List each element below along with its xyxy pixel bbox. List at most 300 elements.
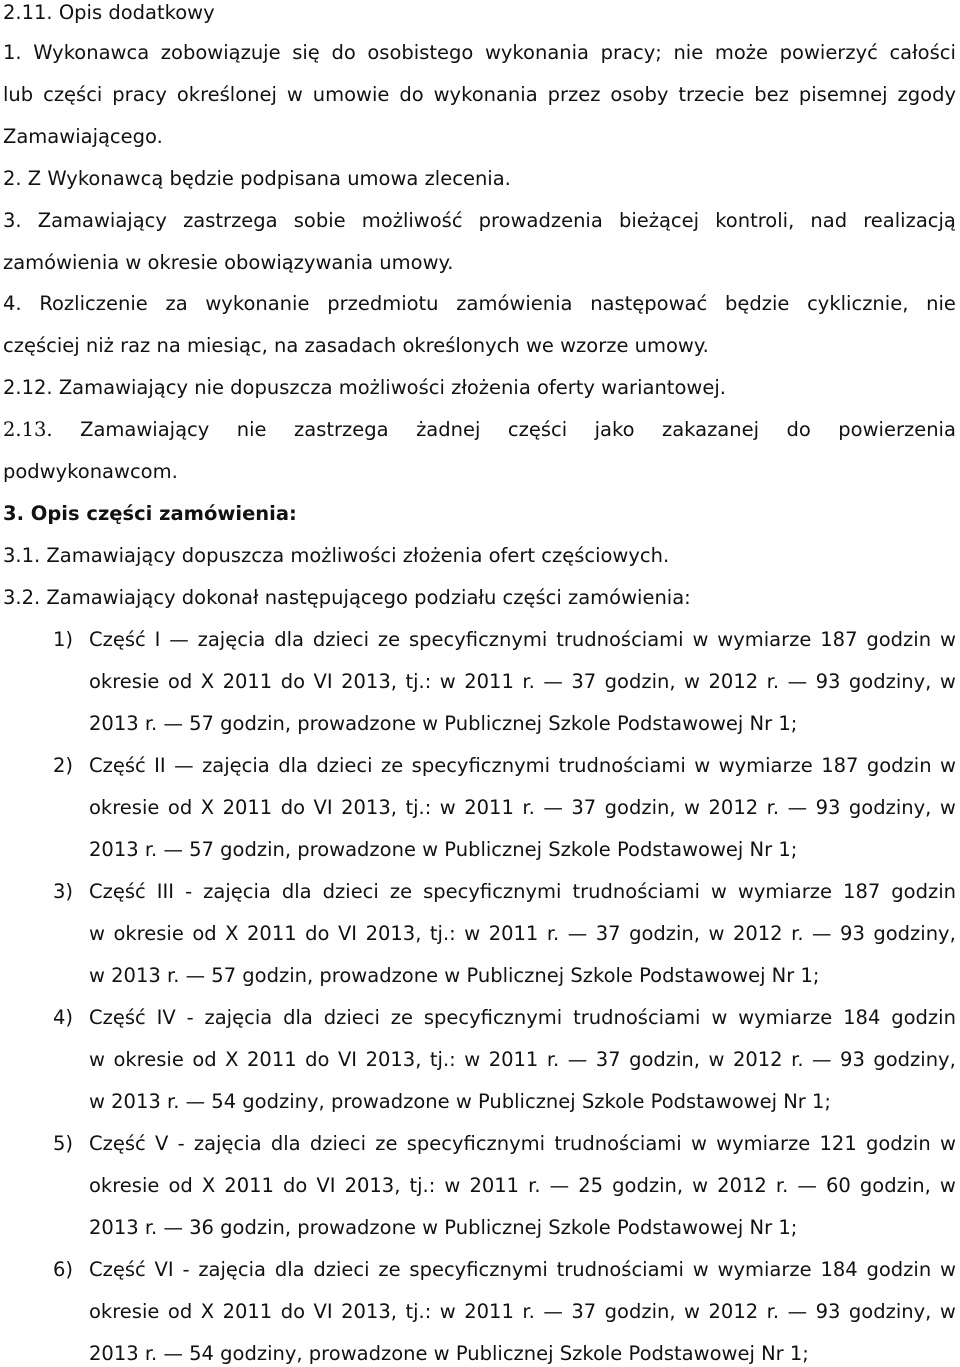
word: r. (766, 670, 780, 693)
word: godzin, (604, 796, 676, 819)
word: Część (89, 880, 146, 903)
word: 37 (571, 1300, 597, 1323)
word: okresie (113, 1048, 184, 1071)
word: części (507, 418, 568, 441)
word: od (192, 922, 217, 945)
word: w (939, 796, 956, 819)
word: może (714, 41, 769, 64)
word: dzieci (309, 1132, 366, 1155)
word: X (200, 796, 215, 819)
word: trudnościami (554, 1132, 682, 1155)
section-2-11-heading: 2.11. Opis dodatkowy (3, 1, 215, 24)
word: 1. (3, 41, 22, 64)
word: za (165, 292, 188, 315)
word: r. (791, 1048, 804, 1071)
word: w (690, 1132, 707, 1155)
word: 2011 (247, 922, 297, 945)
word: r. (546, 1048, 560, 1071)
word: ze (377, 628, 401, 651)
word: trudnościami (558, 754, 686, 777)
section-2-13-number: 2.13. (3, 418, 53, 441)
word: osobistego (367, 41, 474, 64)
word: tj.: (409, 1174, 436, 1197)
word: X (200, 670, 215, 693)
part-line-3: 2013 r. — 54 godziny, prowadzone w Publicznej Szkole Podstawowej Nr 1; (89, 1342, 809, 1365)
word: od (167, 796, 193, 819)
word: do (305, 922, 330, 945)
word: godzin (866, 1132, 931, 1155)
word: r. (522, 670, 535, 693)
word: — (812, 922, 832, 945)
word: 2012 (708, 670, 759, 693)
part-number: 4) (52, 1006, 73, 1029)
section-3-heading: 3. Opis części zamówienia: (3, 502, 297, 525)
word: — (567, 922, 588, 945)
word: - (182, 1258, 190, 1281)
word: godziny, (873, 1048, 956, 1071)
word: 187 (821, 754, 859, 777)
word: dzieci (316, 754, 373, 777)
word: pracy; (600, 41, 662, 64)
word: godzin, (859, 1174, 931, 1197)
word: w (89, 922, 105, 945)
word: dla (283, 1006, 313, 1029)
word: w (692, 1174, 709, 1197)
word: I (154, 628, 161, 651)
part-number: 5) (52, 1132, 73, 1155)
word: godzin, (604, 1300, 676, 1323)
paragraph-4-line-2: częściej niż raz na miesiąc, na zasadach określonych we wzorze umowy. (3, 334, 709, 357)
word: do (305, 1048, 330, 1071)
word: dzieci (322, 880, 379, 903)
word: w (940, 754, 956, 777)
word: 2012 (732, 1048, 783, 1071)
word: w (692, 1258, 709, 1281)
word: 2011 (464, 1300, 514, 1323)
word: określonej (176, 83, 277, 106)
word: godziny, (873, 922, 956, 945)
word: osoby (610, 83, 669, 106)
word: w (939, 1174, 956, 1197)
word: Rozliczenie (39, 292, 148, 315)
word: — (543, 1300, 563, 1323)
word: r. (546, 922, 560, 945)
word: nad (810, 209, 848, 232)
word: VI (313, 670, 333, 693)
word: Część (89, 628, 146, 651)
word: w (708, 1048, 725, 1071)
word: godzin (891, 880, 956, 903)
word: VI (313, 796, 333, 819)
word: lub (3, 83, 34, 106)
word: tj.: (405, 796, 432, 819)
word: X (201, 1174, 216, 1197)
word: 2013, (365, 922, 422, 945)
word: do (280, 796, 306, 819)
word: w (711, 1006, 728, 1029)
word: tj.: (405, 1300, 432, 1323)
part-line-3: w 2013 r. — 57 godzin, prowadzone w Publicznej Szkole Podstawowej Nr 1; (89, 964, 820, 987)
word: 2011 (464, 670, 514, 693)
part-number: 3) (52, 880, 73, 903)
part-line-3: 2013 r. — 57 godzin, prowadzone w Publicznej Szkole Podstawowej Nr 1; (89, 838, 798, 861)
word: w (684, 796, 700, 819)
word: godzin (866, 754, 932, 777)
word: — (797, 1174, 817, 1197)
part-line-1 (89, 879, 956, 905)
word: Wykonawca (33, 41, 150, 64)
word: przedmiotu (327, 292, 439, 315)
word: 2011 (488, 922, 539, 945)
word: specyficznymi (408, 628, 548, 651)
word: VI (154, 1258, 174, 1281)
word: realizacją (863, 209, 956, 232)
word: 184 (843, 1006, 881, 1029)
word: 184 (820, 1258, 858, 1281)
word: trudnościami (556, 628, 684, 651)
word: r. (766, 796, 780, 819)
word: Zamawiający (37, 209, 167, 232)
word: cyklicznie, (807, 292, 909, 315)
word: zakazanej (661, 418, 760, 441)
word: w (464, 1048, 481, 1071)
word: do (786, 418, 811, 441)
word: IV (156, 1006, 176, 1029)
paragraph-3-line-1 (3, 208, 956, 234)
word: Część (89, 1006, 146, 1029)
word: w (939, 628, 956, 651)
word: do (331, 41, 356, 64)
part-line-2 (89, 1299, 956, 1325)
word: 93 (815, 670, 841, 693)
word: części (43, 83, 103, 106)
word: VI (337, 922, 358, 945)
word: w (684, 1300, 700, 1323)
word: zajęcia (203, 880, 271, 903)
word: — (543, 670, 563, 693)
word: 4. (3, 292, 22, 315)
part-number: 1) (52, 628, 73, 651)
word: dla (281, 880, 312, 903)
word: trudnościami (556, 1258, 684, 1281)
word: 2011 (464, 796, 514, 819)
word: w (692, 628, 709, 651)
part-line-1 (89, 627, 956, 653)
word: ze (390, 1006, 413, 1029)
part-line-3: 2013 r. — 36 godzin, prowadzone w Publicznej Szkole Podstawowej Nr 1; (89, 1216, 798, 1239)
word: zajęcia (193, 1132, 262, 1155)
word: specyficznymi (409, 1258, 548, 1281)
word: specyficznymi (423, 1006, 563, 1029)
word: godzin, (629, 1048, 700, 1071)
word: — (787, 670, 808, 693)
word: zgody (897, 83, 956, 106)
word: 2012 (708, 1300, 759, 1323)
word: w (684, 670, 700, 693)
word: wykonania (433, 83, 538, 106)
word: VI (337, 1048, 358, 1071)
word: żadnej (416, 418, 481, 441)
word: okresie (113, 922, 184, 945)
word: r. (775, 1174, 789, 1197)
word: VI (313, 1300, 333, 1323)
part-line-2 (89, 795, 956, 821)
paragraph-1-line-1 (3, 40, 956, 66)
word: godziny, (848, 1300, 932, 1323)
word: tj.: (405, 670, 432, 693)
word: ze (389, 880, 413, 903)
word: - (177, 1132, 185, 1155)
word: V (154, 1132, 169, 1155)
word: okresie (89, 670, 160, 693)
word: od (168, 1174, 193, 1197)
word: do (280, 670, 306, 693)
part-line-1 (89, 1257, 956, 1283)
word: 2011 (247, 1048, 297, 1071)
word: bez (754, 83, 789, 106)
word: trudnościami (573, 1006, 701, 1029)
word: r. (791, 922, 804, 945)
word: wymiarze (737, 880, 832, 903)
word: 37 (571, 796, 597, 819)
word: — (787, 796, 808, 819)
word: tj.: (429, 1048, 456, 1071)
word: 2011 (222, 796, 273, 819)
word: 93 (840, 1048, 865, 1071)
word: nie (926, 292, 956, 315)
word: w (710, 880, 727, 903)
word: godzin, (604, 670, 676, 693)
part-line-1 (89, 1005, 956, 1031)
section-2-13-line-1 (3, 417, 956, 443)
word: w (439, 670, 456, 693)
paragraph-2: 2. Z Wykonawcą będzie podpisana umowa zlecenia. (3, 167, 511, 190)
word: okresie (89, 796, 160, 819)
word: 2011 (224, 1174, 274, 1197)
word: w (939, 1300, 956, 1323)
word: godzin, (612, 1174, 684, 1197)
word: w (286, 83, 303, 106)
word: specyficznymi (406, 1132, 546, 1155)
word: tj.: (429, 922, 456, 945)
word: X (225, 922, 239, 945)
word: Zamawiający (80, 418, 210, 441)
word: X (225, 1048, 239, 1071)
word: wymiarze (716, 1132, 811, 1155)
word: w (940, 1258, 956, 1281)
word: VI (316, 1174, 336, 1197)
word: od (192, 1048, 217, 1071)
word: zajęcia (202, 754, 270, 777)
word: r. (522, 796, 535, 819)
word: 2011 (488, 1048, 539, 1071)
word: dla (274, 1258, 305, 1281)
word: zamówienia (456, 292, 573, 315)
section-3-2: 3.2. Zamawiający dokonał następującego podziału części zamówienia: (3, 586, 691, 609)
word: sobie (293, 209, 346, 232)
word: Część (89, 1258, 146, 1281)
word: w (708, 922, 725, 945)
section-2-13-line-2: podwykonawcom. (3, 460, 178, 483)
word: Część (89, 754, 146, 777)
word: 2012 (732, 922, 783, 945)
word: zajęcia (198, 1258, 267, 1281)
word: 2013, (341, 1300, 397, 1323)
word: 2011 (222, 1300, 273, 1323)
word: godzin (891, 1006, 956, 1029)
word: wykonania (484, 41, 589, 64)
word: II (154, 754, 166, 777)
word: 2013, (365, 1048, 422, 1071)
word: 3. (3, 209, 22, 232)
word: — (169, 628, 189, 651)
word: całości (889, 41, 956, 64)
paragraph-1-line-3: Zamawiającego. (3, 125, 163, 148)
word: wymiarze (717, 1258, 812, 1281)
word: bieżącej (618, 209, 700, 232)
section-2-12: 2.12. Zamawiający nie dopuszcza możliwości złożenia oferty wariantowej. (3, 376, 726, 399)
word: dzieci (323, 1006, 380, 1029)
word: Część (89, 1132, 146, 1155)
part-line-2 (89, 1047, 956, 1073)
word: trudnościami (572, 880, 700, 903)
word: 121 (819, 1132, 857, 1155)
section-3-1: 3.1. Zamawiający dopuszcza możliwości złożenia ofert częściowych. (3, 544, 670, 567)
word: w (439, 1300, 456, 1323)
part-line-1 (89, 1131, 956, 1157)
word: 187 (843, 880, 881, 903)
word: jako (594, 418, 635, 441)
word: w (939, 670, 956, 693)
word: dzieci (313, 1258, 370, 1281)
word: godziny, (848, 670, 932, 693)
word: od (167, 1300, 193, 1323)
word: pisemnej (798, 83, 888, 106)
word: r. (528, 1174, 541, 1197)
word: 37 (595, 1048, 621, 1071)
word: 60 (825, 1174, 851, 1197)
word: — (543, 796, 563, 819)
word: umowie (312, 83, 390, 106)
word: okresie (89, 1300, 160, 1323)
word: godziny, (848, 796, 932, 819)
word: 25 (578, 1174, 604, 1197)
word: wymiarze (718, 754, 813, 777)
word: trzecie (678, 83, 745, 106)
word: powierzenia (838, 418, 956, 441)
word: III (156, 880, 175, 903)
word: - (185, 880, 193, 903)
word: dla (274, 628, 304, 651)
word: ze (381, 754, 404, 777)
part-line-1 (89, 753, 956, 779)
paragraph-1-line-2 (3, 82, 956, 108)
word: zastrzega (183, 209, 278, 232)
word: - (186, 1006, 194, 1029)
word: w (694, 754, 711, 777)
word: następować (590, 292, 708, 315)
part-line-3: w 2013 r. — 54 godziny, prowadzone w Publicznej Szkole Podstawowej Nr 1; (89, 1090, 831, 1113)
word: specyficznymi (423, 880, 562, 903)
word: do (280, 1300, 306, 1323)
word: 2013, (344, 1174, 401, 1197)
paragraph-4-line-1 (3, 291, 956, 317)
word: zajęcia (204, 1006, 273, 1029)
word: się (292, 41, 320, 64)
word: — (787, 1300, 808, 1323)
word: w (464, 922, 481, 945)
part-number: 6) (52, 1258, 73, 1281)
word: dla (270, 1132, 301, 1155)
word: 187 (820, 628, 858, 651)
word: X (200, 1300, 215, 1323)
word: wymiarze (717, 628, 812, 651)
word: w (444, 1174, 461, 1197)
word: — (812, 1048, 832, 1071)
word: dzieci (312, 628, 369, 651)
word: — (174, 754, 194, 777)
word: będzie (724, 292, 790, 315)
word: 93 (840, 922, 865, 945)
word: nie (236, 418, 267, 441)
word: w (439, 796, 456, 819)
word: zobowiązuje (160, 41, 281, 64)
word: specyficznymi (411, 754, 551, 777)
word: ze (378, 1258, 401, 1281)
part-line-2 (89, 669, 956, 695)
word: 93 (815, 1300, 841, 1323)
part-number: 2) (52, 754, 73, 777)
word: pracy (112, 83, 167, 106)
word: 2011 (222, 670, 273, 693)
word: nie (673, 41, 704, 64)
word: 2013, (341, 670, 397, 693)
word: zastrzega (294, 418, 389, 441)
word: możliwość (361, 209, 463, 232)
word: 2013, (341, 796, 397, 819)
paragraph-3-line-2: zamówienia w okresie obowiązywania umowy. (3, 251, 454, 274)
word: w (89, 1048, 105, 1071)
word: kontroli, (715, 209, 795, 232)
word: r. (766, 1300, 780, 1323)
word: 2011 (469, 1174, 520, 1197)
word: dla (278, 754, 308, 777)
word: powierzyć (779, 41, 878, 64)
word: — (549, 1174, 570, 1197)
word: do (283, 1174, 308, 1197)
word: ze (375, 1132, 398, 1155)
word: prowadzenia (478, 209, 603, 232)
word: godzin, (629, 922, 700, 945)
word: — (567, 1048, 588, 1071)
word: zajęcia (197, 628, 266, 651)
word: godzin (866, 628, 932, 651)
word: od (167, 670, 193, 693)
word: godzin (866, 1258, 932, 1281)
word: wykonanie (205, 292, 310, 315)
word: w (939, 1132, 956, 1155)
word: 93 (815, 796, 841, 819)
word: wymiarze (738, 1006, 833, 1029)
word: 37 (571, 670, 597, 693)
word: 2012 (717, 1174, 767, 1197)
word: okresie (89, 1174, 160, 1197)
word: do (399, 83, 424, 106)
word: przez (547, 83, 601, 106)
part-line-2 (89, 921, 956, 947)
word: 2012 (708, 796, 759, 819)
word: r. (522, 1300, 535, 1323)
